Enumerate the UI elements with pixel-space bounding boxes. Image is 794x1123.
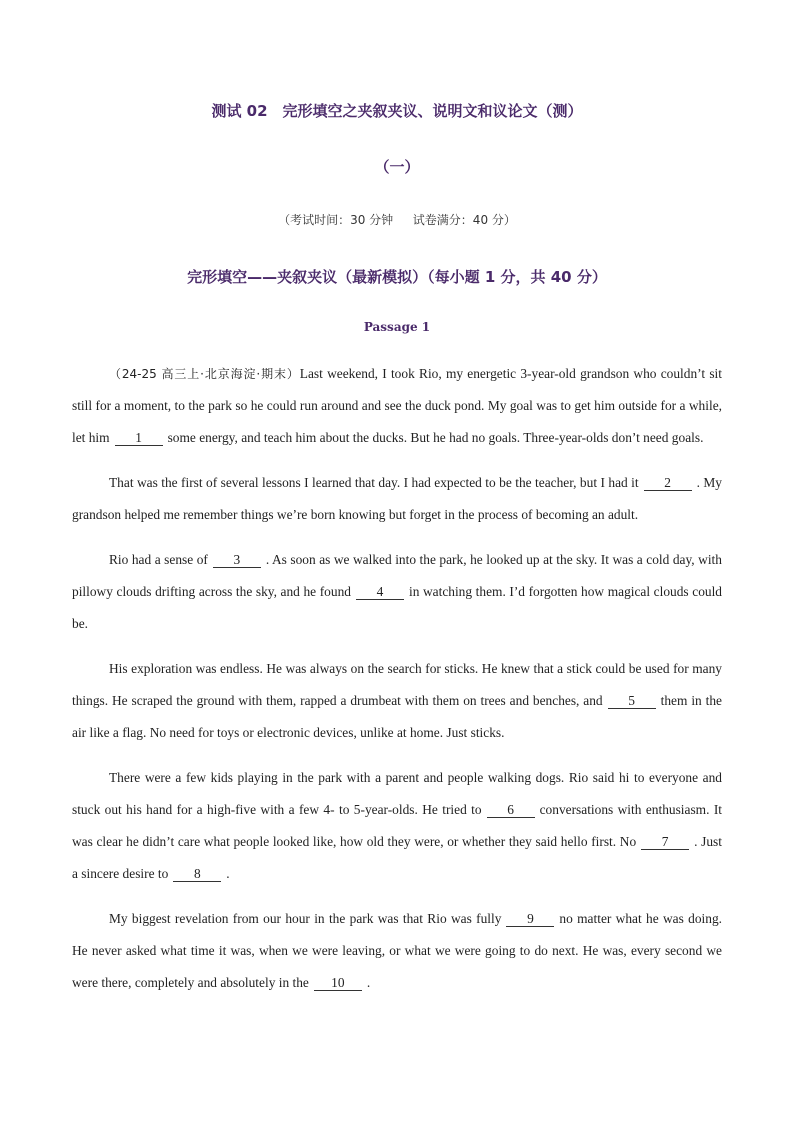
text: . (366, 975, 371, 990)
text: . Just a sincere desire to (72, 834, 722, 881)
passage-label: Passage 1 (363, 320, 431, 334)
blank-5: 5 (608, 693, 656, 709)
text: His exploration was endless. He was always on the search for sticks. He knew that a stick could be used for many things. He scraped the ground with them, rapped a drumbeat with them on trees and benches, and (72, 661, 722, 708)
section-heading: 完形填空——夹叙夹议（最新模拟）（每小题 1 分，共 40 分） (187, 268, 607, 286)
paragraph-1 (72, 358, 722, 454)
paragraph-5 (72, 762, 722, 890)
text: That was the first of several lessons I learned that day. I had expected to be the teacher, but I had it (109, 475, 639, 490)
text: some energy, and teach him about the ducks. But he had no goals. Three-year-olds don’t need goals. (167, 430, 704, 445)
blank-1: 1 (115, 430, 163, 446)
text: . As soon as we walked into the park, he looked up at the sky. It was a cold day, with pillowy clouds drifting across the sky, and he found (72, 552, 722, 599)
blank-10: 10 (314, 975, 362, 991)
blank-6: 6 (487, 802, 535, 818)
text: them in the air like a flag. No need for toys or electronic devices, unlike at home. Just sticks. (72, 693, 723, 740)
paragraph-2 (72, 467, 722, 531)
exam-info: （考试时间：30 分钟 试卷满分：40 分） (278, 213, 516, 227)
part-number: （一） (374, 158, 420, 176)
text: in watching them. I’d forgotten how magical clouds could be. (72, 584, 722, 631)
paragraph-6 (72, 903, 722, 999)
blank-9: 9 (506, 911, 554, 927)
blank-8: 8 (173, 866, 221, 882)
text: . My grandson helped me remember things we’re born knowing but forget in the process of becoming an adult. (72, 475, 722, 522)
blank-3: 3 (213, 552, 261, 568)
paragraph-4 (72, 653, 722, 749)
text: conversations with enthusiasm. It was clear he didn’t care what people looked like, how old they were, or whether they said hello first. No (72, 802, 723, 849)
page-title: 测试 02 完形填空之夹叙夹议、说明文和议论文（测） (211, 102, 583, 120)
passage-body (72, 358, 722, 1012)
source-note: （24-25 高三上·北京海淀·期末） (109, 367, 300, 381)
text: no matter what he was doing. He never asked what time it was, when we were leaving, or what we were going to do next. He was, every second we were there, completely and absolutely in the (72, 911, 722, 990)
text: Last weekend, I took Rio, my energetic 3-year-old grandson who couldn’t sit still for a moment, to the park so he could run around and see the duck pond. My goal was to get him outside for a while, let him (72, 366, 722, 445)
text: . (226, 866, 230, 881)
paragraph-3 (72, 544, 722, 640)
text: My biggest revelation from our hour in the park was that Rio was fully (109, 911, 502, 926)
text: Rio had a sense of (109, 552, 208, 567)
text: There were a few kids playing in the park with a parent and people walking dogs. Rio said hi to everyone and stuck out his hand for a high-five with a few 4- to 5-year-olds. He tried to (72, 770, 722, 817)
blank-4: 4 (356, 584, 404, 600)
blank-7: 7 (641, 834, 689, 850)
blank-2: 2 (644, 475, 692, 491)
